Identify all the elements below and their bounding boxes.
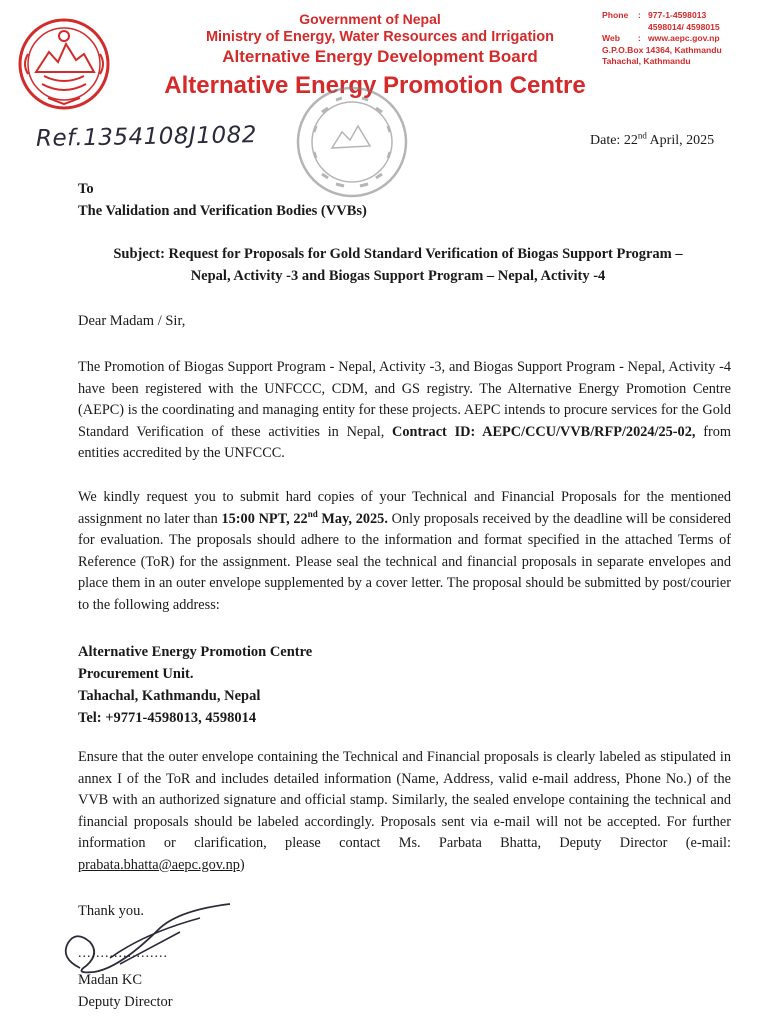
date-suffix: nd <box>637 130 647 141</box>
web-address: www.aepc.gov.np <box>648 33 720 44</box>
paragraph-envelope-text: Ensure that the outer envelope containing the Technical and Financial proposals is clearly labeled as stipulated in annex I of the ToR and includes detailed information (Name, Address, valid e-mail address, Phone No.) of the VVB with an authorized signature and official stamp. Similarly, the sealed envelope containing the technical and financial proposals should be labeled accordingly. Proposals sent via e-mail will not be accepted. For further information or clarification, please contact Ms. Parbata Bhatta, Deputy Director (e-mail: <box>78 749 731 851</box>
letterhead-board: Alternative Energy Development Board <box>222 47 538 66</box>
contact-email-link[interactable]: prabata.bhatta@aepc.gov.np <box>78 856 240 873</box>
letterhead-centre: Alternative Energy Promotion Centre <box>164 72 586 99</box>
subject-line-1: Subject: Request for Proposals for Gold Standard Verification of Biogas Support Program – <box>113 246 683 262</box>
paragraph-request-lead: We kindly request you to submit hard copies of your Technical and Financial Proposals for the mentioned assignment no later than <box>78 489 731 527</box>
paragraph-envelope-tail: ) <box>239 856 245 873</box>
subject-block <box>78 243 718 287</box>
deadline-a: 15:00 NPT, 22 <box>221 510 308 527</box>
closing-thanks: Thank you. <box>78 903 145 919</box>
paragraph-intro-text: The Promotion of Biogas Support Program - Nepal, Activity -3, and Biogas Support Program - Nepal, Activity -4 have been registered with the UNFCCC, CDM, and GS registry. The Alternative Energy Promotion Centre (AEPC) is the coordinating and managing entity for these projects. AEPC intends to procure services for the Gold Standard Verification of these activities in Nepal, <box>78 359 731 440</box>
paragraph-intro-tail: from entities accredited by the UNFCCC. <box>78 423 731 461</box>
address-line-3: Tahachal, Kathmandu, Nepal <box>78 688 261 704</box>
reference-number: Ref.1354108J1082 <box>35 122 258 152</box>
signatory-title: Deputy Director <box>78 994 173 1010</box>
po-box: G.P.O.Box 14364, Kathmandu <box>602 44 722 55</box>
phone-2: 4598014/ 4598015 <box>648 21 720 32</box>
subject-line-2: Nepal, Activity -3 and Biogas Support Program – Nepal, Activity -4 <box>190 268 606 284</box>
recipient-to: To <box>78 181 94 197</box>
date-prefix: Date: 22 <box>590 133 638 148</box>
deadline-b: May, 2025. <box>317 510 388 527</box>
address-line-4: Tel: +9771-4598013, 4598014 <box>78 710 257 726</box>
signatory-name: Madan KC <box>78 972 143 988</box>
recipient-block <box>78 178 367 222</box>
address-line-2: Procurement Unit. <box>78 666 194 682</box>
paragraph-intro <box>78 357 731 465</box>
letterhead-contact: Phone : 977-1-4598013 4598014/ 4598015 Web : www.aepc.gov.np G.P.O.Box 14364, Kathmandu Tahachal, Kathmandu <box>602 10 722 67</box>
location: Tahachal, Kathmandu <box>602 56 691 67</box>
signatory-block <box>78 969 173 1013</box>
paragraph-request <box>78 487 731 616</box>
nepal-emblem-icon <box>14 14 114 114</box>
phone-label: Phone <box>602 10 629 20</box>
letterhead-government: Government of Nepal <box>299 11 441 27</box>
letterhead-ministry: Ministry of Energy, Water Resources and Irrigation <box>205 29 555 45</box>
date-rest: April, 2025 <box>646 133 715 148</box>
deadline <box>221 508 388 527</box>
paragraph-request-tail: Only proposals received by the deadline will be considered for evaluation. The proposals should adhere to the information and format specified in the attached Terms of Reference (ToR) for the assignment. Please seal the technical and financial proposals in separate envelopes and place them in an outer envelope supplemented by a cover letter. The proposal should be submitted by post/courier to the following address: <box>78 510 731 613</box>
signature-line: .................... <box>78 946 168 961</box>
letter-date <box>590 130 715 149</box>
web-label: Web <box>602 33 620 44</box>
submission-address <box>78 641 312 729</box>
salutation: Dear Madam / Sir, <box>78 313 186 329</box>
contract-id: Contract ID: AEPC/CCU/VVB/RFP/2024/25-02, <box>392 423 696 440</box>
address-line-1: Alternative Energy Promotion Centre <box>78 644 313 660</box>
phone-1: 977-1-4598013 <box>648 10 707 20</box>
recipient-name: The Validation and Verification Bodies (VVBs) <box>78 203 367 219</box>
deadline-sup: nd <box>307 508 318 519</box>
paragraph-envelope <box>78 747 731 876</box>
